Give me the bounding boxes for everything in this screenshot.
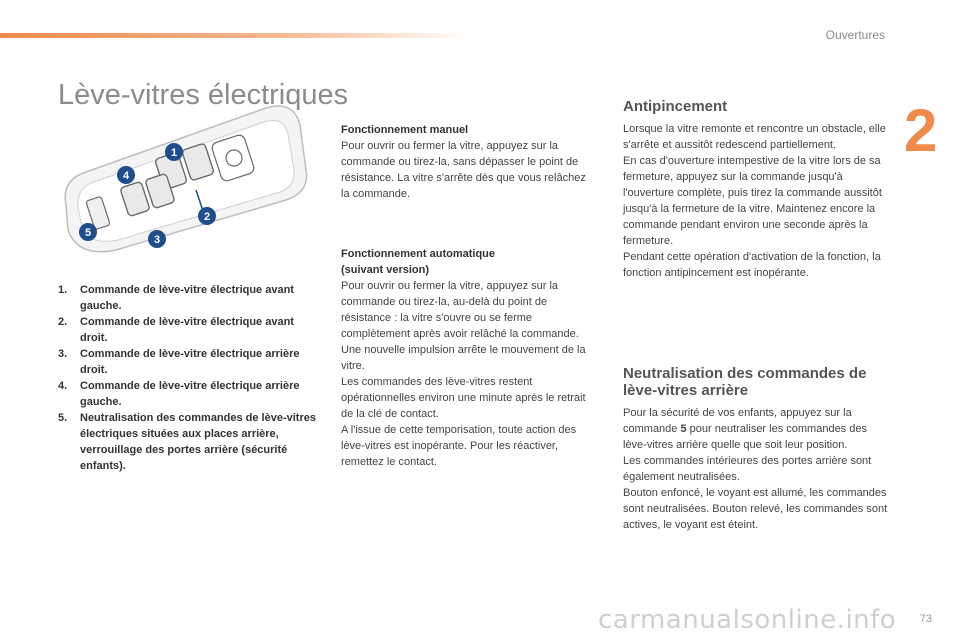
legend-item: 3. Commande de lève-vitre électrique arrière droit. <box>58 348 300 376</box>
automatic-heading: Fonctionnement automatique <box>341 248 495 260</box>
chapter-number: 2 <box>904 97 938 164</box>
automatic-subheading: (suivant version) <box>341 264 430 276</box>
callout-1: 1 <box>170 147 178 159</box>
automatic-body-2: Les commandes des lève-vitres restent opérationnelles environ une minute après le retrait de la clé de contact. <box>341 376 586 420</box>
antipinch-heading: Antipincement <box>623 98 728 115</box>
legend-item: 5. Neutralisation des commandes de lève-vitres électriques situées aux places arrière, verrouillage des portes arrière (sécurité enfants). <box>58 412 316 472</box>
rear-lock-body-2: Les commandes intérieures des portes arrière sont également neutralisées. <box>623 455 872 483</box>
automatic-operation-section <box>341 246 591 470</box>
callout-3: 3 <box>153 234 161 246</box>
watermark: carmanualsonline.info <box>598 605 897 635</box>
manual-heading: Fonctionnement manuel <box>341 124 469 136</box>
antipinch-body-1: Lorsque la vitre remonte et rencontre un obstacle, elle s'arrête et aussitôt redescend partiellement. <box>623 123 886 151</box>
automatic-body-3: A l'issue de cette temporisation, toute action des lève-vitres est inopérante. Pour les réactiver, remettez le contact. <box>341 424 577 468</box>
legend-list <box>58 282 320 474</box>
antipinch-section <box>623 98 888 281</box>
automatic-body-1: Pour ouvrir ou fermer la vitre, appuyez sur la commande ou tirez-la, au-delà du point de résistance : la vitre s'ouvre ou se ferme complètement après avoir relâché la commande. Une nouvelle impulsion arrête le mouvement de la vitre. <box>341 280 586 372</box>
callout-5: 5 <box>84 227 92 239</box>
callout-4: 4 <box>122 170 130 182</box>
legend-item: 2. Commande de lève-vitre électrique avant droit. <box>58 316 294 344</box>
antipinch-body-2: En cas d'ouverture intempestive de la vitre lors de sa fermeture, appuyez sur la commande jusqu'à l'ouverture complète, puis tirez la commande aussitôt jusqu'à la fermeture de la vitre. Maintenez encore la commande pendant environ une seconde après la fermeture. <box>623 155 882 247</box>
page-title: Lève-vitres électriques <box>58 79 349 112</box>
manual-body: Pour ouvrir ou fermer la vitre, appuyez sur la commande ou tirez-la, sans dépasser le point de résistance. La vitre s'arrête dès que vous relâchez la commande. <box>341 140 586 200</box>
manual-operation-section <box>341 122 591 202</box>
header-accent-bar <box>0 33 470 38</box>
legend-item: 4. Commande de lève-vitre électrique arrière gauche. <box>58 380 300 408</box>
section-title: Ouvertures <box>825 28 885 42</box>
rear-lock-body-1: Pour la sécurité de vos enfants, appuyez sur la commande 5 pour neutraliser les commandes des lève-vitres arrière quelle que soit leur position. <box>623 407 867 451</box>
page-number: 73 <box>919 613 932 625</box>
legend-item: 1. Commande de lève-vitre électrique avant gauche. <box>58 284 294 312</box>
window-switch-illustration <box>56 100 326 260</box>
rear-lock-heading: Neutralisation des commandes de lève-vitres arrière <box>623 365 867 399</box>
antipinch-body-3: Pendant cette opération d'activation de la fonction, la fonction antipincement est inopérante. <box>623 251 881 279</box>
callout-2: 2 <box>203 211 211 223</box>
rear-lock-section <box>623 365 888 533</box>
rear-lock-body-3: Bouton enfoncé, le voyant est allumé, les commandes sont neutralisées. Bouton relevé, les commandes sont actives, le voyant est éteint. <box>623 487 888 531</box>
